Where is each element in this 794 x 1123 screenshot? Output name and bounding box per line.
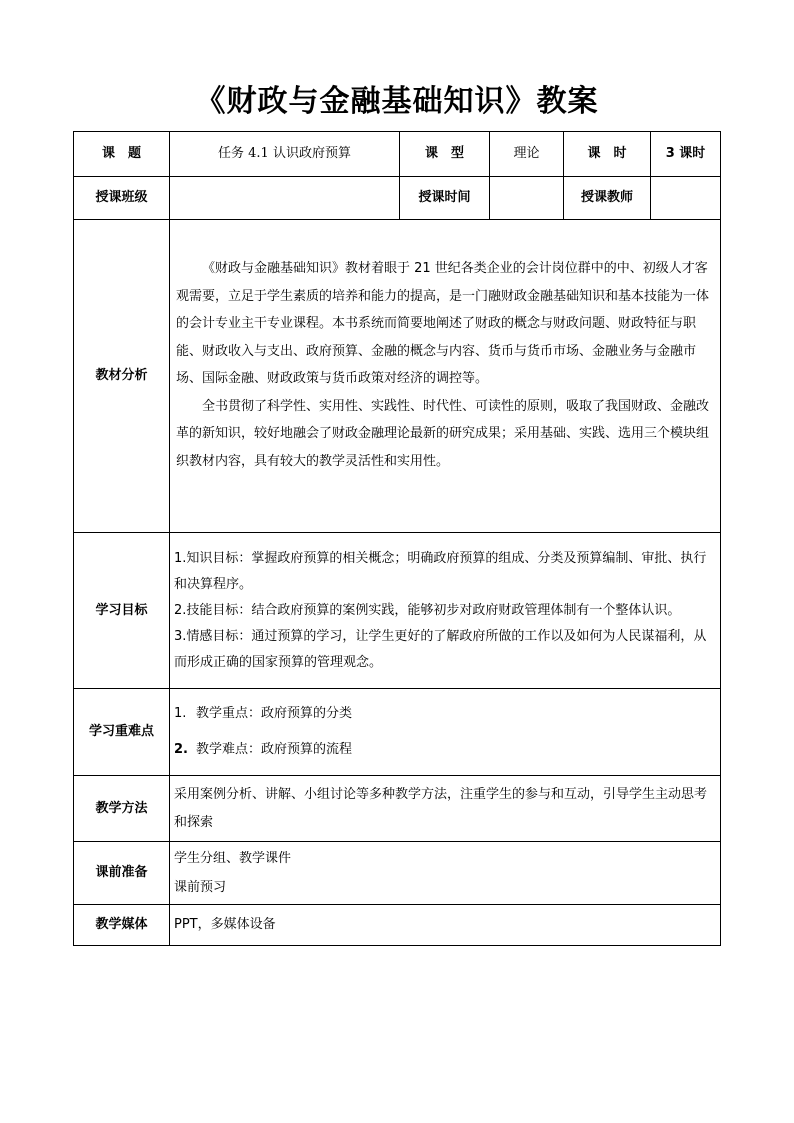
type-label: 课 型	[400, 132, 490, 177]
goal-knowledge: 1.知识目标：掌握政府预算的相关概念；明确政府预算的组成、分类及预算编制、审批、执行和决算程序。	[174, 550, 707, 592]
header-row-2	[74, 177, 721, 220]
material-paragraph-2: 全书贯彻了科学性、实用性、实践性、时代性、可读性的原则，吸取了我国财政、金融改革的新知识，较好地融会了财政金融理论最新的研究成果；采用基础、实践、选用三个模块组织教材内容，具有较大的教学灵活性和实用性。	[176, 398, 710, 469]
document-title: 《财政与金融基础知识》教案	[195, 84, 599, 119]
hours-label: 课 时	[564, 132, 651, 177]
goal-skill: 2.技能目标：结合政府预算的案例实践，能够初步对政府财政管理体制有一个整体认识。	[174, 602, 681, 618]
teacher-label: 授课教师	[564, 177, 651, 220]
hours-value: 3 课时	[651, 132, 721, 177]
goals-label: 学习目标	[74, 533, 170, 689]
keypoint-2-number: 2.	[174, 742, 188, 757]
type-value: 理论	[490, 132, 564, 177]
topic-label: 课 题	[74, 132, 170, 177]
teacher-value	[651, 177, 721, 220]
methods-text: 采用案例分析、讲解、小组讨论等多种教学方法，注重学生的参与和互动，引导学生主动思考和探索	[174, 786, 708, 830]
prep-content	[170, 842, 721, 905]
topic-value: 任务 4.1 认识政府预算	[170, 132, 400, 177]
class-value	[170, 177, 400, 220]
goals-content	[170, 533, 721, 689]
prep-label: 课前准备	[74, 842, 170, 905]
keypoints-content	[170, 689, 721, 776]
material-row	[74, 220, 721, 533]
material-paragraph-1: 《财政与金融基础知识》教材着眼于 21 世纪各类企业的会计岗位群中的中、初级人才客观需要，立足于学生素质的培养和能力的提高，是一门融财政金融基础知识和基本技能为一体的会计专业主干专业课程。本书系统而简要地阐述了财政的概念与财政问题、财政特征与职能、财政收入与支出、政府预算、金融的概念与内容、货币与货币市场、金融业务与金融市场、国际金融、财政政策与货币政策对经济的调控等。	[176, 261, 710, 386]
media-content	[170, 905, 721, 946]
prep-line-2: 课前预习	[174, 880, 227, 895]
keypoint-2-text: 教学难点：政府预算的流程	[196, 742, 353, 757]
keypoint-1-text: 教学重点：政府预算的分类	[196, 706, 353, 721]
keypoint-2	[174, 732, 716, 768]
media-label: 教学媒体	[74, 905, 170, 946]
time-value	[490, 177, 564, 220]
keypoints-row	[74, 689, 721, 776]
time-label: 授课时间	[400, 177, 490, 220]
keypoint-1	[174, 696, 716, 732]
prep-row	[74, 842, 721, 905]
keypoints-label: 学习重难点	[74, 689, 170, 776]
keypoint-1-number: 1.	[174, 706, 187, 721]
media-row	[74, 905, 721, 946]
methods-row	[74, 776, 721, 842]
prep-line-1: 学生分组、教学课件	[174, 851, 292, 866]
material-label: 教材分析	[74, 220, 170, 533]
material-content	[170, 220, 721, 533]
lesson-plan-table	[73, 131, 721, 946]
methods-content	[170, 776, 721, 842]
header-row-1	[74, 132, 721, 177]
class-label: 授课班级	[74, 177, 170, 220]
methods-label: 教学方法	[74, 776, 170, 842]
media-text: PPT，多媒体设备	[174, 917, 276, 932]
goals-row	[74, 533, 721, 689]
goal-emotion: 3.情感目标：通过预算的学习，让学生更好的了解政府所做的工作以及如何为人民谋福利，从而形成正确的国家预算的管理观念。	[174, 628, 707, 670]
